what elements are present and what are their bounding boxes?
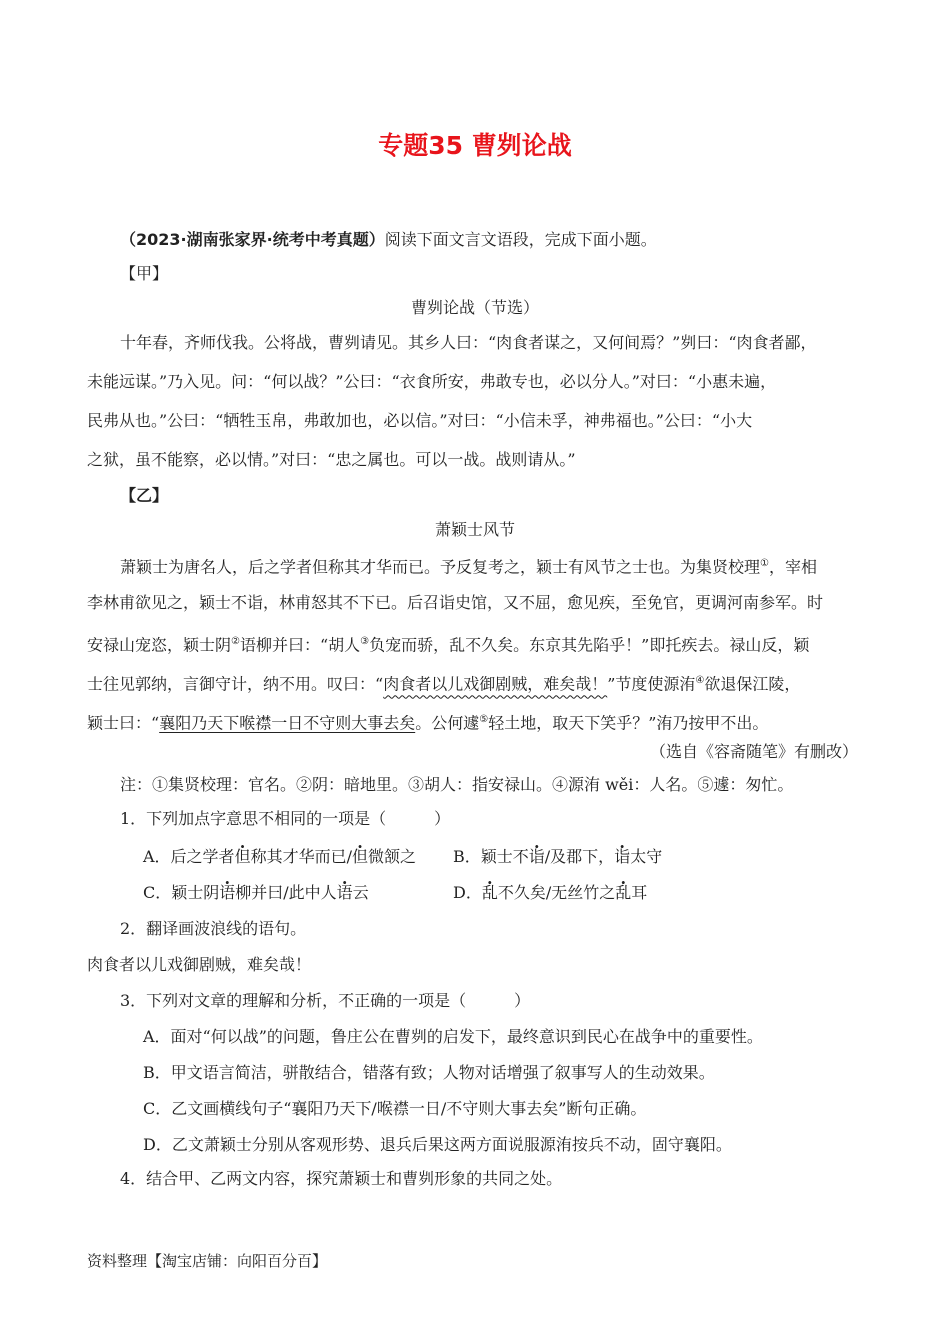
jia-line-1: 十年春，齐师伐我。公将战，曹刿请见。其乡人曰：“肉食者谋之，又何间焉？”刿曰：“肉食者鄙， [120, 333, 817, 352]
yi-line-1 [120, 553, 817, 578]
page-title: 专题35 曹刿论战 [378, 131, 572, 160]
footnote-mark: ② [231, 636, 240, 647]
jia-label: 【甲】 [120, 264, 169, 283]
source-note: （选自《容斋随笔》有删改） [649, 742, 858, 761]
q1-option-a [143, 846, 416, 868]
yi-label: 【乙】 [120, 486, 169, 505]
q2-sentence: 肉食者以儿戏御剧贼，难矣哉！ [87, 955, 312, 974]
text: 欲退保江陵， [704, 674, 801, 694]
yi-line-4 [87, 670, 800, 695]
text: 不久矣/无丝竹之 [497, 883, 616, 902]
dotted-char: 乱 [615, 883, 632, 902]
text: 称其才华而已/ [250, 847, 352, 866]
yi-subtitle: 萧颖士风节 [434, 520, 515, 539]
q2-stem: 2．翻译画波浪线的语句。 [120, 919, 307, 938]
jia-line-2: 未能远谋。”乃入见。问：“何以战？”公曰：“衣食所安，弗敢专也，必以分人。”对曰：“小惠未遍， [87, 372, 777, 391]
text: 轻土地，取天下笑乎？”洧乃按甲不出。 [488, 713, 769, 733]
jia-subtitle: 曹刿论战（节选） [410, 298, 539, 317]
question-source: （2023·湖南张家界·统考中考真题） [120, 230, 385, 249]
text: 太守 [630, 847, 663, 866]
text: 云 [352, 883, 369, 902]
text: 负宠而骄，乱不久矣。东京其先陷乎！”即托疾去。禄山反，颖 [369, 635, 810, 655]
q3-stem: 3．下列对文章的理解和分析，不正确的一项是（ ） [120, 991, 531, 1010]
wavy-underlined-sentence: 肉食者以儿戏御剧贼，难矣哉！ [383, 674, 608, 694]
footnote-mark: ④ [695, 675, 705, 686]
footnote-mark: ① [760, 558, 769, 569]
text: 语柳并曰：“胡人 [239, 635, 361, 655]
text: 萧颖士为唐名人，后之学者但称其才华而已。予反复考之，颖士有风节之士也。为集贤校理 [120, 557, 761, 577]
footer: 资料整理【淘宝店铺：向阳百分百】 [87, 1252, 328, 1270]
footnote-mark: ③ [360, 636, 370, 647]
text: 柳并曰/此中人 [235, 883, 337, 902]
yi-line-2: 李林甫欲见之，颖士不诣，林甫怒其不下已。后召诣史馆，又不屈，愈见疾，至免官，更调河南参军。时 [87, 593, 824, 612]
text: 安禄山宠恣，颖士阴 [87, 635, 232, 655]
q1-stem: 1．下列加点字意思不相同的一项是（ ） [120, 809, 451, 828]
instruction-text: 阅读下面文言文语段，完成下面小题。 [384, 230, 657, 249]
footnote-mark: ⑤ [479, 714, 489, 725]
yi-line-3 [87, 631, 809, 656]
text: 微颔之 [368, 847, 417, 866]
q1-option-b [453, 846, 662, 868]
dotted-char: 乱 [481, 883, 498, 902]
text: D． [453, 883, 482, 902]
q3-option-c: C．乙文画横线句子“襄阳乃天下/喉襟一日/不守则大事去矣”断句正确。 [143, 1099, 647, 1118]
text: A．后之学者 [143, 847, 235, 866]
jia-line-4: 之狱，虽不能察，必以情。”对曰：“忠之属也。可以一战。战则请从。” [87, 450, 576, 469]
dotted-char: 诣 [528, 847, 545, 866]
yi-line-5 [87, 709, 768, 734]
intro-line [120, 229, 657, 251]
dotted-char: 诣 [614, 847, 631, 866]
text: /及郡下， [544, 847, 615, 866]
q1-option-d [453, 882, 647, 904]
dotted-char: 但 [351, 847, 368, 866]
text: 。公何遽 [415, 713, 480, 733]
text: C．颖士阴 [143, 883, 220, 902]
text: 颖士曰：“ [87, 713, 160, 733]
dotted-char: 但 [234, 847, 251, 866]
dotted-char: 语 [336, 883, 353, 902]
underlined-sentence: 襄阳乃天下喉襟一日不守则大事去矣 [159, 713, 416, 733]
text: 士往见郭纳，言御守计，纳不用。叹曰：“ [87, 674, 384, 694]
text: 耳 [631, 883, 648, 902]
dotted-char: 语 [219, 883, 236, 902]
notes: 注：①集贤校理：官名。②阴：暗地里。③胡人：指安禄山。④源洧 wěi：人名。⑤遽：匆忙。 [120, 775, 794, 794]
jia-line-3: 民弗从也。”公曰：“牺牲玉帛，弗敢加也，必以信。”对曰：“小信未孚，神弗福也。”公曰：“小大 [87, 411, 753, 430]
text: ”节度使源洧 [607, 674, 696, 694]
q3-option-a: A．面对“何以战”的问题，鲁庄公在曹刿的启发下，最终意识到民心在战争中的重要性。 [143, 1027, 763, 1046]
text: B．颖士不 [453, 847, 529, 866]
q3-option-d: D．乙文萧颖士分别从客观形势、退兵后果这两方面说服源洧按兵不动，固守襄阳。 [143, 1135, 732, 1154]
text: ，宰相 [768, 557, 817, 577]
q4-stem: 4．结合甲、乙两文内容，探究萧颖士和曹刿形象的共同之处。 [120, 1169, 563, 1188]
q3-option-b: B．甲文语言简洁，骈散结合，错落有致；人物对话增强了叙事写人的生动效果。 [143, 1063, 715, 1082]
q1-option-c [143, 882, 369, 904]
